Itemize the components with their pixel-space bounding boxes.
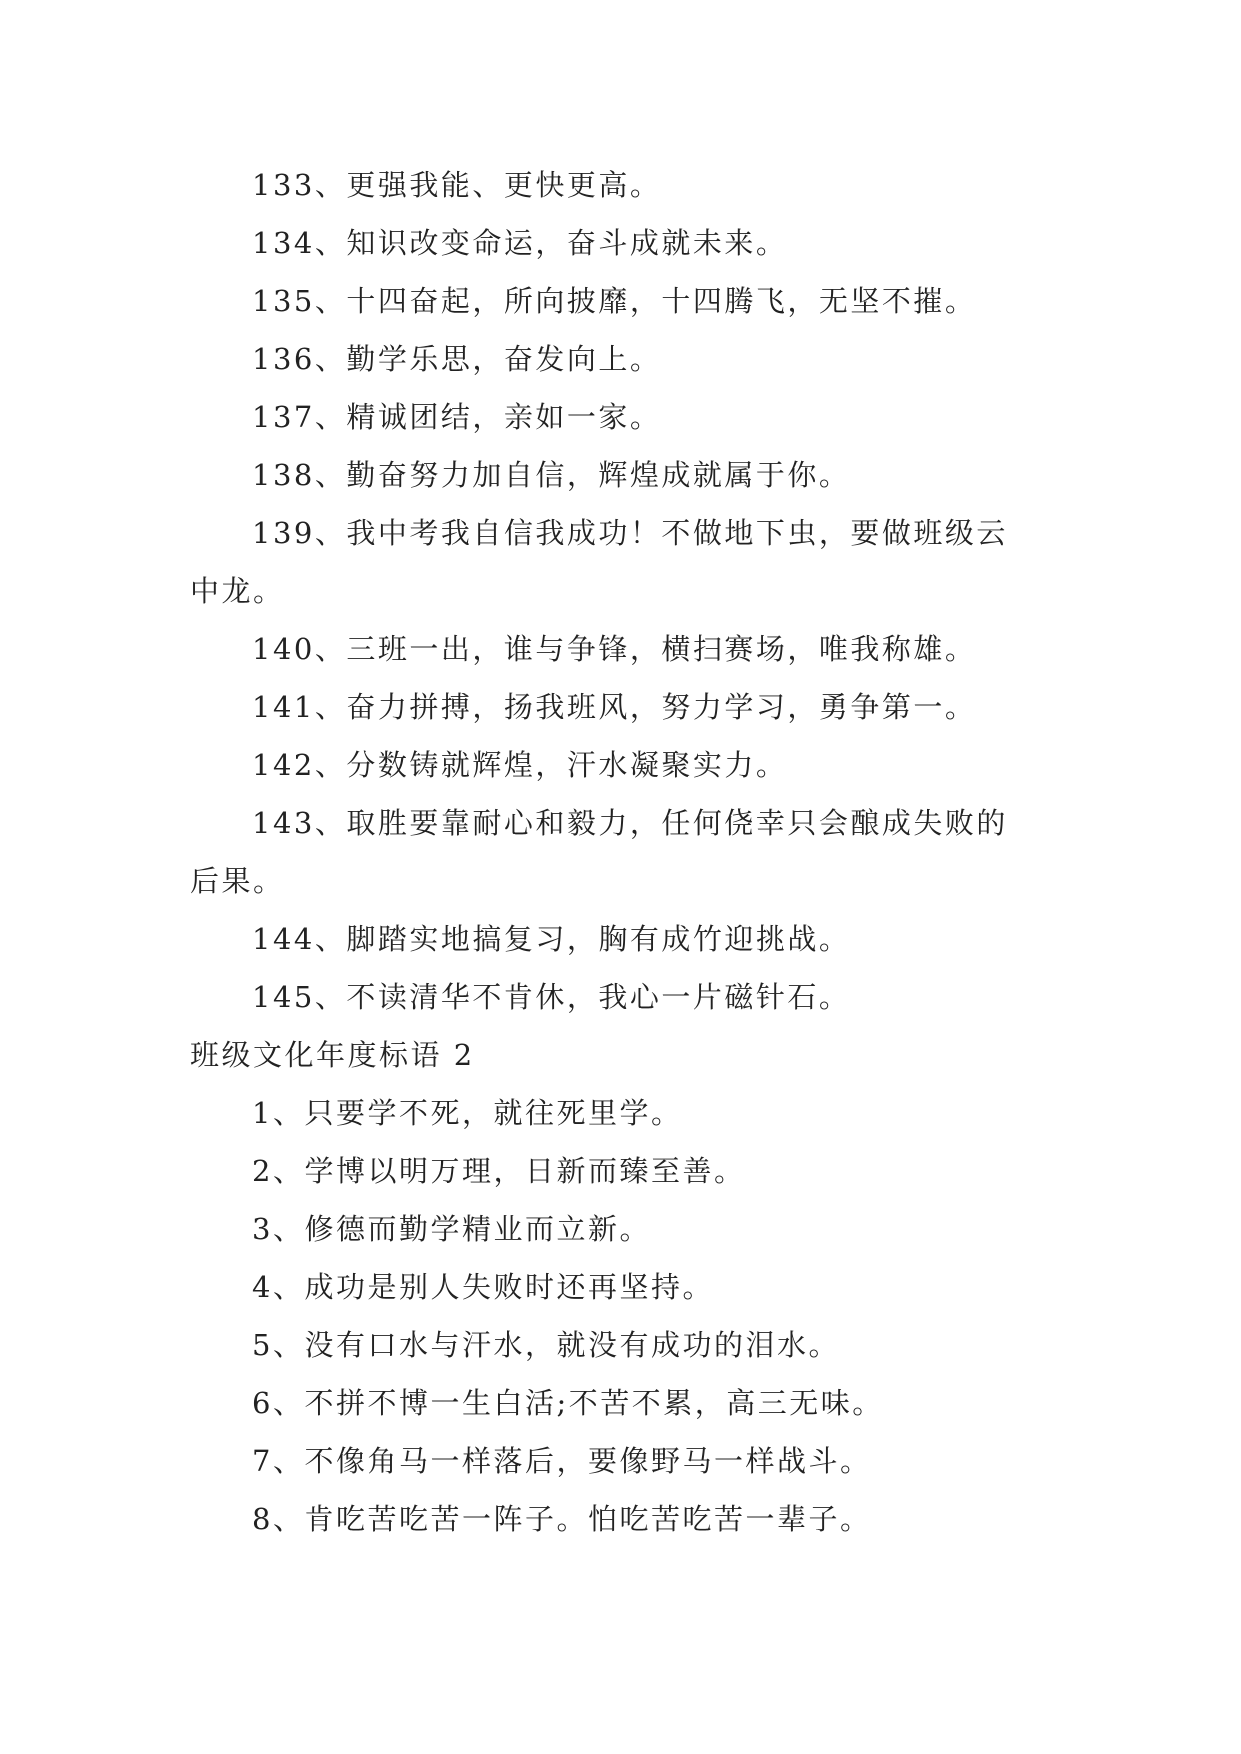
section-heading: 班级文化年度标语 2	[190, 1038, 475, 1072]
slogan-145: 145、不读清华不肯休，我心一片磁针石。	[252, 980, 851, 1014]
slogan-134: 134、知识改变命运，奋斗成就未来。	[252, 226, 788, 260]
slogan-143: 143、取胜要靠耐心和毅力，任何侥幸只会酿成失败的	[252, 806, 1008, 840]
slogan-136: 136、勤学乐思，奋发向上。	[252, 342, 662, 376]
slogan-140: 140、三班一出，谁与争锋，横扫赛场，唯我称雄。	[252, 632, 977, 666]
slogan-8: 8、肯吃苦吃苦一阵子。怕吃苦吃苦一辈子。	[252, 1502, 872, 1536]
slogan-4: 4、成功是别人失败时还再坚持。	[252, 1270, 714, 1304]
slogan-144: 144、脚踏实地搞复习，胸有成竹迎挑战。	[252, 922, 851, 956]
slogan-5: 5、没有口水与汗水，就没有成功的泪水。	[252, 1328, 840, 1362]
slogan-143-continued: 后果。	[190, 864, 285, 898]
slogan-133: 133、更强我能、更快更高。	[252, 168, 662, 202]
slogan-139: 139、我中考我自信我成功！不做地下虫，要做班级云	[252, 516, 1008, 550]
slogan-2: 2、学博以明万理，日新而臻至善。	[252, 1154, 746, 1188]
document-body	[190, 156, 1070, 1548]
slogan-3: 3、修德而勤学精业而立新。	[252, 1212, 651, 1246]
slogan-138: 138、勤奋努力加自信，辉煌成就属于你。	[252, 458, 851, 492]
slogan-137: 137、精诚团结，亲如一家。	[252, 400, 662, 434]
slogan-142: 142、分数铸就辉煌，汗水凝聚实力。	[252, 748, 788, 782]
slogan-1: 1、只要学不死，就往死里学。	[252, 1096, 683, 1130]
slogan-6: 6、不拼不博一生白活;不苦不累，高三无味。	[252, 1386, 884, 1420]
slogan-141: 141、奋力拼搏，扬我班风，努力学习，勇争第一。	[252, 690, 977, 724]
slogan-7: 7、不像角马一样落后，要像野马一样战斗。	[252, 1444, 872, 1478]
slogan-135: 135、十四奋起，所向披靡，十四腾飞，无坚不摧。	[252, 284, 977, 318]
slogan-139-continued: 中龙。	[190, 574, 285, 608]
